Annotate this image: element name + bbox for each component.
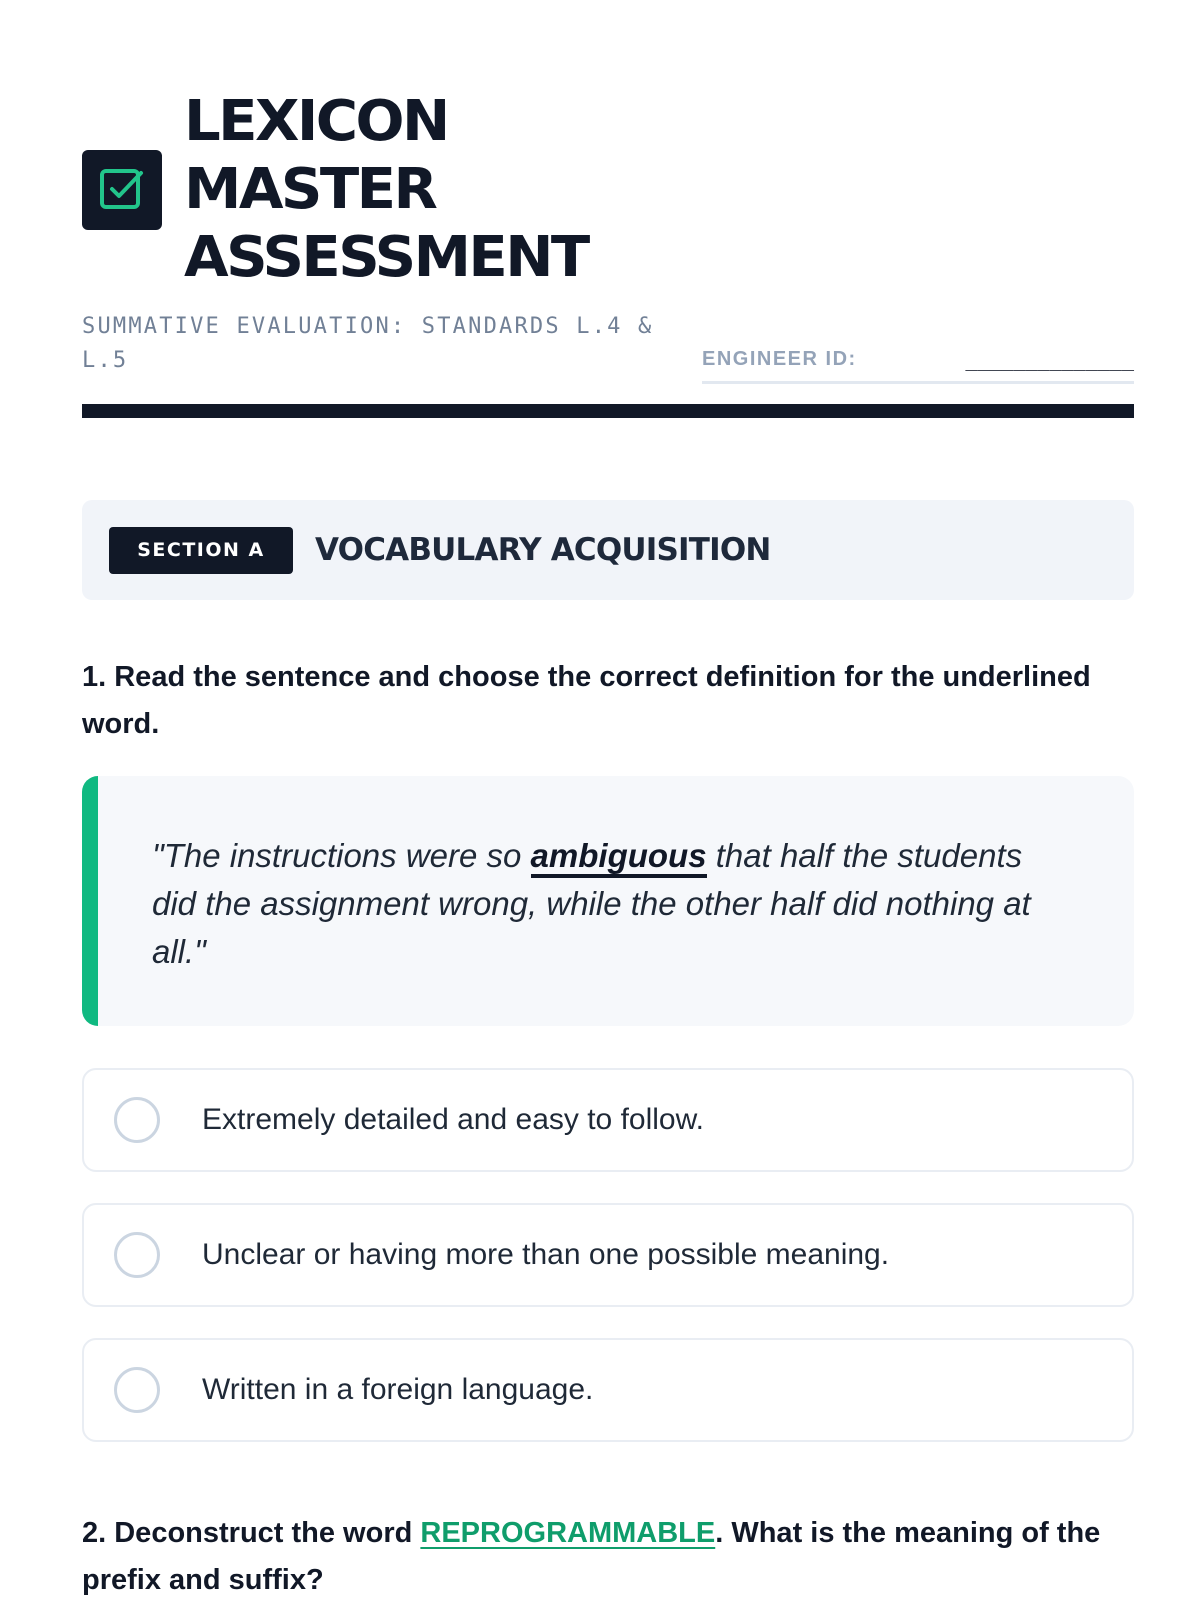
section-title: VOCABULARY ACQUISITION: [315, 532, 771, 568]
meta-row: [82, 310, 1134, 378]
title-line-1: LEXICON: [184, 89, 448, 154]
radio-button[interactable]: [114, 1367, 160, 1413]
answer-option-label: Written in a foreign language.: [202, 1373, 594, 1406]
title-row: [82, 88, 1134, 292]
title-line-2: MASTER: [184, 157, 436, 222]
question-2-text-after: . What is the meaning of the prefix and suffix?: [82, 1517, 1101, 1596]
logo: [82, 150, 162, 230]
answer-option-label: Extremely detailed and easy to follow.: [202, 1103, 704, 1136]
section-header: [82, 500, 1134, 600]
title-line-3: ASSESSMENT: [184, 225, 588, 290]
page-title: [184, 88, 588, 292]
engineer-id-label: ENGINEER ID:: [702, 348, 857, 370]
quote-keyword: ambiguous: [531, 837, 707, 878]
question-2-keyword: REPROGRAMMABLE: [420, 1517, 716, 1549]
radio-button[interactable]: [114, 1097, 160, 1143]
section-badge: SECTION A: [109, 527, 293, 574]
checkbox-icon: [98, 166, 146, 214]
quote-block: [82, 776, 1134, 1026]
header-divider: [82, 404, 1134, 418]
answer-option-2[interactable]: [82, 1203, 1134, 1307]
header: [82, 88, 1134, 378]
question-2-prompt: [82, 1510, 1142, 1600]
quote-text-before: "The instructions were so: [152, 837, 531, 874]
radio-button[interactable]: [114, 1232, 160, 1278]
engineer-id-field[interactable]: [702, 347, 1134, 384]
answer-option-1[interactable]: [82, 1068, 1134, 1172]
subtitle: SUMMATIVE EVALUATION: STANDARDS L.4 & L.5: [82, 314, 654, 373]
quote-text-after: that half the students did the assignment wrong, while the other half did nothing at all.": [152, 837, 1031, 970]
answer-option-3[interactable]: [82, 1338, 1134, 1442]
question-1-prompt: 1. Read the sentence and choose the correct definition for the underlined word.: [82, 661, 1091, 740]
question-2-text-before: 2. Deconstruct the word: [82, 1517, 421, 1549]
engineer-id-blank[interactable]: ______________: [965, 347, 1134, 371]
answer-option-label: Unclear or having more than one possible meaning.: [202, 1238, 890, 1271]
quote-text: [152, 832, 1054, 976]
